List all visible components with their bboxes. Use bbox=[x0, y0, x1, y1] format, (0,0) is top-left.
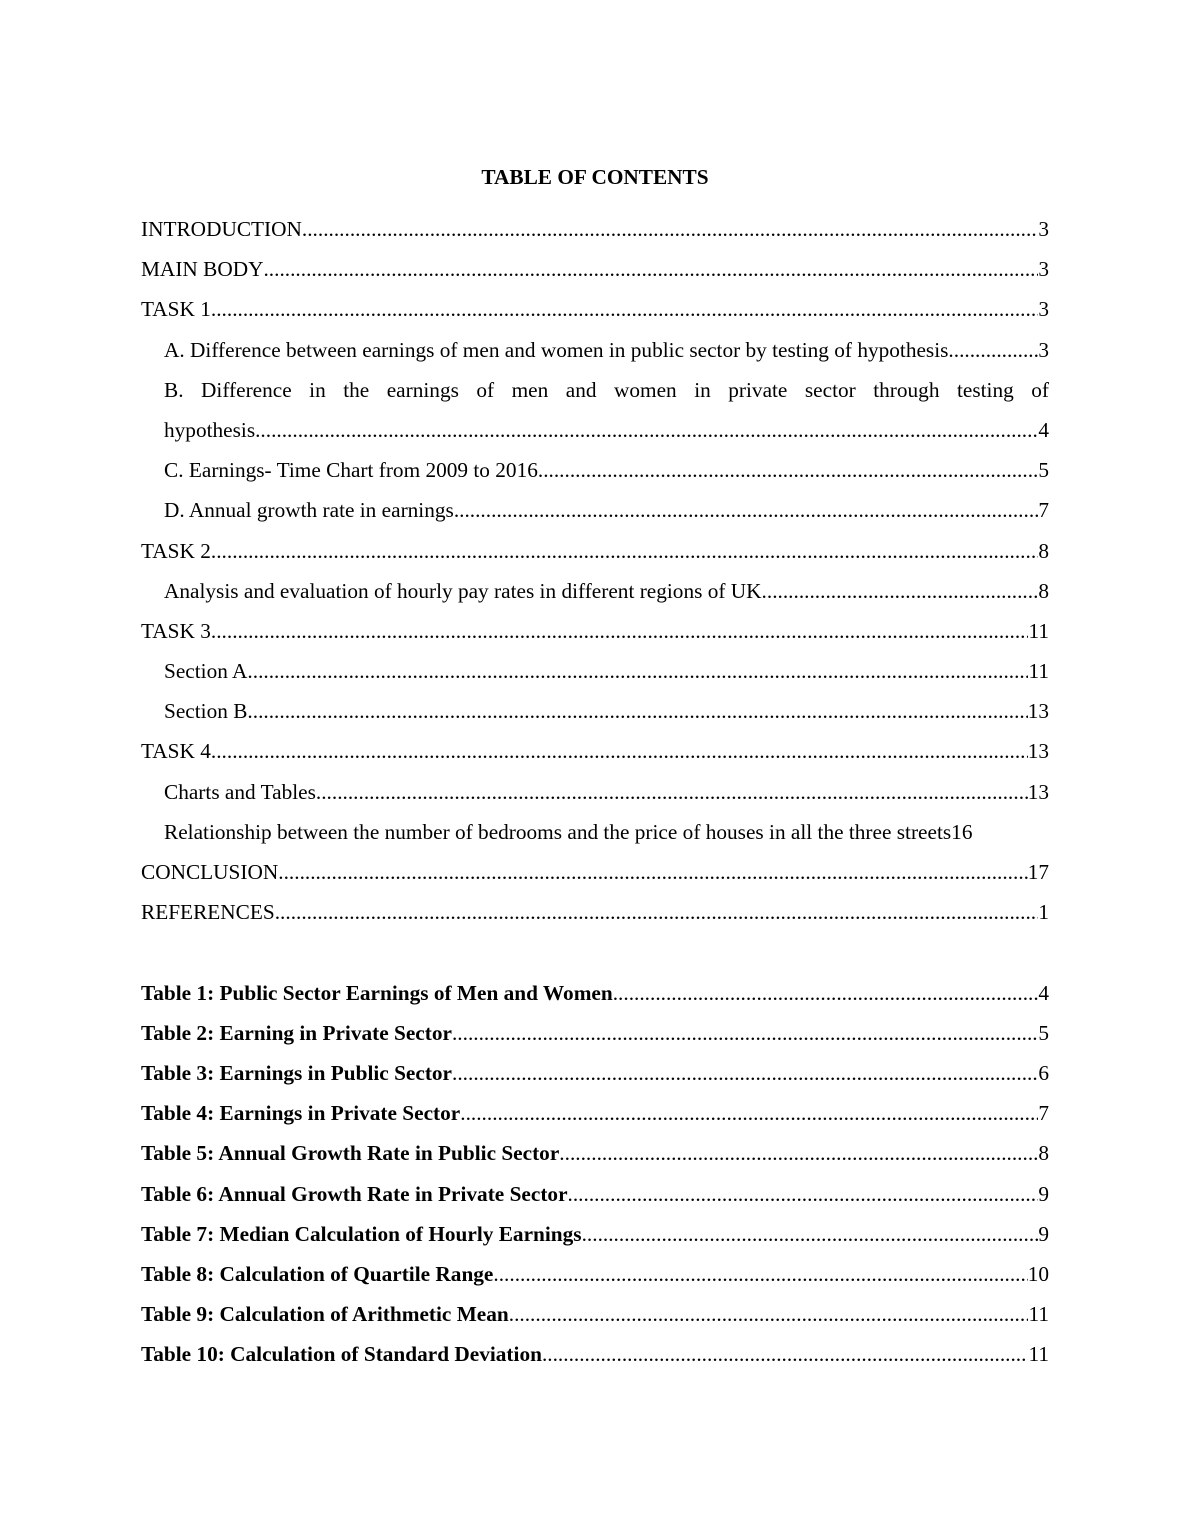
table-entry-label: Table 7: Median Calculation of Hourly Earnings bbox=[141, 1221, 582, 1246]
toc-entry-relationship[interactable] bbox=[141, 812, 1049, 852]
toc-leader-dots bbox=[954, 330, 1039, 370]
table-list-entry-7[interactable] bbox=[141, 1214, 1049, 1254]
toc-leader-dots bbox=[302, 209, 1038, 249]
table-list-entry-2[interactable] bbox=[141, 1013, 1049, 1053]
toc-leader-dots bbox=[460, 1093, 1038, 1133]
toc-leader-dots bbox=[263, 249, 1038, 289]
toc-leader-dots bbox=[255, 410, 1038, 450]
toc-page-number: 1 bbox=[1038, 900, 1049, 925]
page-title: TABLE OF CONTENTS bbox=[481, 165, 709, 189]
toc-entry-label: B. Difference in the earnings of men and women in private sector through testing of bbox=[164, 377, 1049, 402]
toc-page-number: 17 bbox=[1027, 860, 1049, 884]
toc-leader-dots bbox=[278, 852, 1027, 892]
table-entry-label: Table 4: Earnings in Private Sector bbox=[141, 1101, 461, 1126]
toc-page-number: 13 bbox=[1027, 739, 1049, 764]
toc-page-number: 7 bbox=[1038, 498, 1049, 523]
toc-page-number: 11 bbox=[1028, 618, 1049, 643]
table-entry-label: Table 1: Public Sector Earnings of Men and Women bbox=[141, 980, 613, 1005]
toc-page-number: 3 bbox=[1038, 217, 1049, 241]
toc-leader-dots bbox=[762, 571, 1039, 611]
toc-leader-dots bbox=[275, 892, 1039, 932]
toc-page-number: 16 bbox=[951, 819, 973, 844]
toc-page-number: 3 bbox=[1038, 297, 1049, 322]
toc-entry-label: INTRODUCTION bbox=[141, 217, 302, 241]
toc-page-number: 8 bbox=[1038, 578, 1049, 603]
toc-entry-label: TASK 2 bbox=[141, 538, 211, 563]
toc-entry-task-1-b-continued[interactable] bbox=[141, 410, 1049, 450]
toc-leader-dots bbox=[493, 1254, 1027, 1294]
table-list-entry-3[interactable] bbox=[141, 1053, 1049, 1093]
toc-leader-dots bbox=[211, 531, 1038, 571]
toc-page-number: 5 bbox=[1038, 458, 1049, 483]
table-entry-label: Table 9: Calculation of Arithmetic Mean bbox=[141, 1302, 509, 1327]
toc-entry-task-1-d[interactable] bbox=[141, 490, 1049, 530]
toc-entry-label: A. Difference between earnings of men and women in public sector by testing of hypothesis. bbox=[164, 337, 954, 362]
toc-page-number: 3 bbox=[1038, 337, 1049, 362]
toc-leader-dots bbox=[452, 1053, 1038, 1093]
table-list-entry-4[interactable] bbox=[141, 1093, 1049, 1133]
toc-entry-charts-and-tables[interactable] bbox=[141, 772, 1049, 812]
toc-entry-label: TASK 3 bbox=[141, 618, 211, 643]
toc-page-number: 11 bbox=[1028, 1342, 1049, 1367]
toc-leader-dots bbox=[247, 691, 1027, 731]
toc-entry-references[interactable] bbox=[141, 892, 1049, 932]
table-entry-label: Table 5: Annual Growth Rate in Public Sector bbox=[141, 1141, 560, 1166]
toc-page-number: 6 bbox=[1038, 1060, 1049, 1085]
toc-entry-task-1[interactable] bbox=[141, 289, 1049, 329]
toc-leader-dots bbox=[559, 1133, 1038, 1173]
toc-entry-label: Section B bbox=[164, 699, 248, 724]
toc-leader-dots bbox=[454, 490, 1039, 530]
toc-entry-task-3[interactable] bbox=[141, 611, 1049, 651]
toc-page-number: 11 bbox=[1028, 1302, 1049, 1327]
table-list-entry-10[interactable] bbox=[141, 1334, 1049, 1374]
toc-entry-label: C. Earnings- Time Chart from 2009 to 2016 bbox=[164, 458, 538, 483]
toc-page-number: 4 bbox=[1038, 980, 1049, 1005]
toc-entry-label: TASK 4 bbox=[141, 739, 211, 764]
toc-entry-introduction[interactable] bbox=[141, 209, 1049, 249]
toc-leader-dots bbox=[211, 611, 1029, 651]
toc-leader-dots bbox=[538, 450, 1038, 490]
toc-page-number: 13 bbox=[1027, 779, 1049, 804]
toc-page-number: 9 bbox=[1038, 1181, 1049, 1206]
table-entry-label: Table 8: Calculation of Quartile Range bbox=[141, 1261, 494, 1286]
toc-leader-dots bbox=[316, 772, 1028, 812]
table-entry-label: Table 10: Calculation of Standard Deviation bbox=[141, 1342, 542, 1367]
toc-page-number: 4 bbox=[1038, 417, 1049, 442]
table-list-entry-9[interactable] bbox=[141, 1294, 1049, 1334]
toc-leader-dots bbox=[509, 1294, 1029, 1334]
toc-entry-task-2[interactable] bbox=[141, 531, 1049, 571]
toc-page-number: 8 bbox=[1038, 1141, 1049, 1166]
toc-leader-dots bbox=[582, 1214, 1039, 1254]
list-spacer bbox=[141, 932, 1049, 972]
toc-page-number: 10 bbox=[1027, 1261, 1049, 1286]
toc-leader-dots bbox=[211, 289, 1038, 329]
toc-leader-dots bbox=[247, 651, 1028, 691]
toc-entry-section-b[interactable] bbox=[141, 691, 1049, 731]
toc-leader-dots bbox=[542, 1334, 1029, 1374]
toc-entry-section-a[interactable] bbox=[141, 651, 1049, 691]
table-list-entry-5[interactable] bbox=[141, 1133, 1049, 1173]
table-entry-label: Table 2: Earning in Private Sector bbox=[141, 1020, 452, 1045]
toc-entry-label: Analysis and evaluation of hourly pay rates in different regions of UK bbox=[164, 578, 762, 603]
toc-entry-label: Charts and Tables bbox=[164, 779, 316, 804]
toc-page-number: 9 bbox=[1038, 1221, 1049, 1246]
toc-page-number: 5 bbox=[1038, 1020, 1049, 1045]
toc-leader-dots bbox=[568, 1174, 1039, 1214]
table-list-entry-1[interactable] bbox=[141, 973, 1049, 1013]
toc-entry-label: Section A bbox=[164, 659, 248, 684]
toc-entry-task-1-c[interactable] bbox=[141, 450, 1049, 490]
table-entry-label: Table 6: Annual Growth Rate in Private Sector bbox=[141, 1181, 568, 1206]
toc-list bbox=[141, 209, 1049, 1374]
toc-page-number: 7 bbox=[1038, 1101, 1049, 1126]
toc-leader-dots bbox=[211, 731, 1028, 771]
table-list-entry-8[interactable] bbox=[141, 1254, 1049, 1294]
toc-entry-label: TASK 1 bbox=[141, 297, 211, 322]
toc-entry-label: CONCLUSION bbox=[141, 860, 279, 884]
toc-page-number: 3 bbox=[1038, 257, 1049, 282]
toc-page-number: 8 bbox=[1038, 538, 1049, 563]
table-entry-label: Table 3: Earnings in Public Sector bbox=[141, 1060, 453, 1085]
toc-page-number: 13 bbox=[1027, 699, 1049, 724]
toc-entry-label: Relationship between the number of bedrooms and the price of houses in all the three streets bbox=[164, 819, 952, 844]
toc-entry-label: REFERENCES bbox=[141, 900, 275, 925]
toc-entry-task-4[interactable] bbox=[141, 731, 1049, 771]
toc-entry-label: D. Annual growth rate in earnings bbox=[164, 498, 454, 523]
table-list-entry-6[interactable] bbox=[141, 1174, 1049, 1214]
toc-page-number: 11 bbox=[1028, 659, 1049, 684]
toc-entry-task-1-b[interactable] bbox=[141, 370, 1049, 410]
toc-entry-label: MAIN BODY bbox=[141, 257, 264, 282]
toc-leader-dots bbox=[452, 1013, 1038, 1053]
toc-entry-main-body[interactable] bbox=[141, 249, 1049, 289]
toc-entry-task-1-a[interactable] bbox=[141, 330, 1049, 370]
toc-entry-label: hypothesis bbox=[164, 417, 256, 442]
toc-entry-task-2-analysis[interactable] bbox=[141, 571, 1049, 611]
toc-entry-conclusion[interactable] bbox=[141, 852, 1049, 892]
toc-leader-dots bbox=[613, 973, 1039, 1013]
